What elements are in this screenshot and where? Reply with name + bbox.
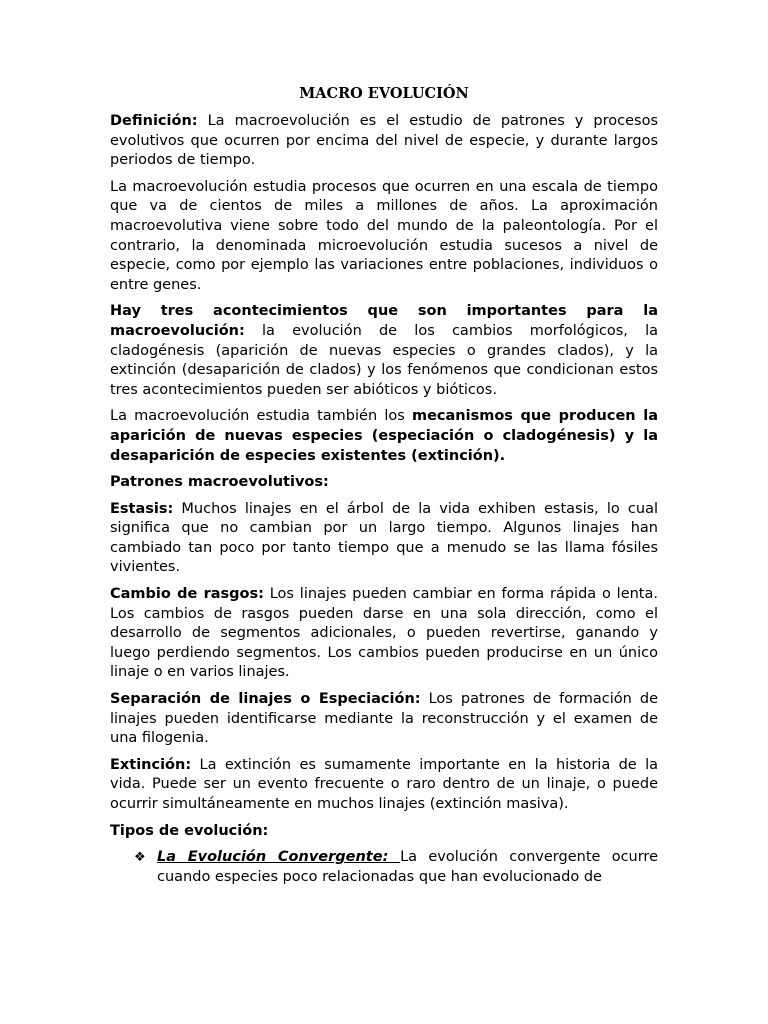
stasis-paragraph [110, 500, 658, 578]
document-title: MACRO EVOLUCIÓN [299, 85, 469, 102]
definition-paragraph [110, 112, 658, 171]
events-paragraph [110, 302, 658, 400]
timescale-paragraph: La macroevolución estudia procesos que ocurren en una escala de tiempo que va de cientos de miles a millones de años. La aproximación macroevolutiva viene sobre todo del mundo de la paleontología. Por el contrario, la denominada microevolución estudia sucesos a nivel de especie, como por ejemplo las variaciones entre poblaciones, individuos o entre genes. [110, 178, 658, 293]
stasis-text: Muchos linajes en el árbol de la vida exhiben estasis, lo cual significa que no cambian por un largo tiempo. Algunos linajes han cambiado tan poco por tanto tiempo que a menudo se las llama fósiles vivientes. [110, 500, 658, 576]
extinction-label: Extinción: [110, 756, 192, 773]
trait-change-paragraph [110, 585, 658, 683]
convergent-evolution-text: La evolución convergente ocurre cuando especies poco relacionadas que han evolucionado de [157, 849, 658, 885]
evolution-types-list [110, 848, 658, 887]
definition-label: Definición: [110, 113, 198, 129]
types-heading: Tipos de evolución: [110, 822, 269, 839]
extinction-paragraph [110, 756, 658, 815]
diamond-bullet-icon: ❖ [134, 850, 146, 866]
document-page [110, 84, 658, 887]
speciation-paragraph [110, 690, 658, 749]
mechanisms-text: La macroevolución estudia también los [110, 408, 412, 425]
trait-change-label: Cambio de rasgos: [110, 586, 264, 603]
definition-text: La macroevolución es el estudio de patrones y procesos evolutivos que ocurren por encima del nivel de especie, y durante largos periodos de tiempo. [110, 113, 658, 169]
events-text: la evolución de los cambios morfológicos, la cladogénesis (aparición de nuevas especies o grandes clados), y la extinción (desaparición de clados) y los fenómenos que condicionan estos tres acontecimientos pueden ser abióticos y bióticos. [110, 322, 658, 398]
mechanisms-paragraph [110, 407, 658, 466]
patterns-heading: Patrones macroevolutivos: [110, 474, 329, 491]
extinction-text: La extinción es sumamente importante en la historia de la vida. Puede ser un evento frecuente o raro dentro de un linaje, o puede ocurrir simultáneamente en muchos linajes (extinción masiva). [110, 756, 658, 812]
trait-change-text: Los linajes pueden cambiar en forma rápida o lenta. Los cambios de rasgos pueden darse en una sola dirección, como el desarrollo de segmentos adicionales, o pueden revertirse, ganando y luego perdiendo segmentos. Los cambios pueden producirse en un único linaje o en varios linajes. [110, 586, 658, 681]
stasis-label: Estasis: [110, 500, 174, 517]
speciation-text: Los patrones de formación de linajes pueden identificarse mediante la reconstrucción y el examen de una filogenia. [110, 691, 658, 747]
events-label: Hay tres acontecimientos que son importantes para la macroevolución: [110, 303, 658, 339]
list-item [110, 848, 658, 887]
speciation-label: Separación de linajes o Especiación: [110, 691, 421, 708]
convergent-evolution-title: La Evolución Convergente: [157, 849, 401, 866]
mechanisms-bold: mecanismos que producen la aparición de nuevas especies (especiación o cladogénesis) y la desaparición de especies existentes (extinción). [110, 408, 658, 464]
